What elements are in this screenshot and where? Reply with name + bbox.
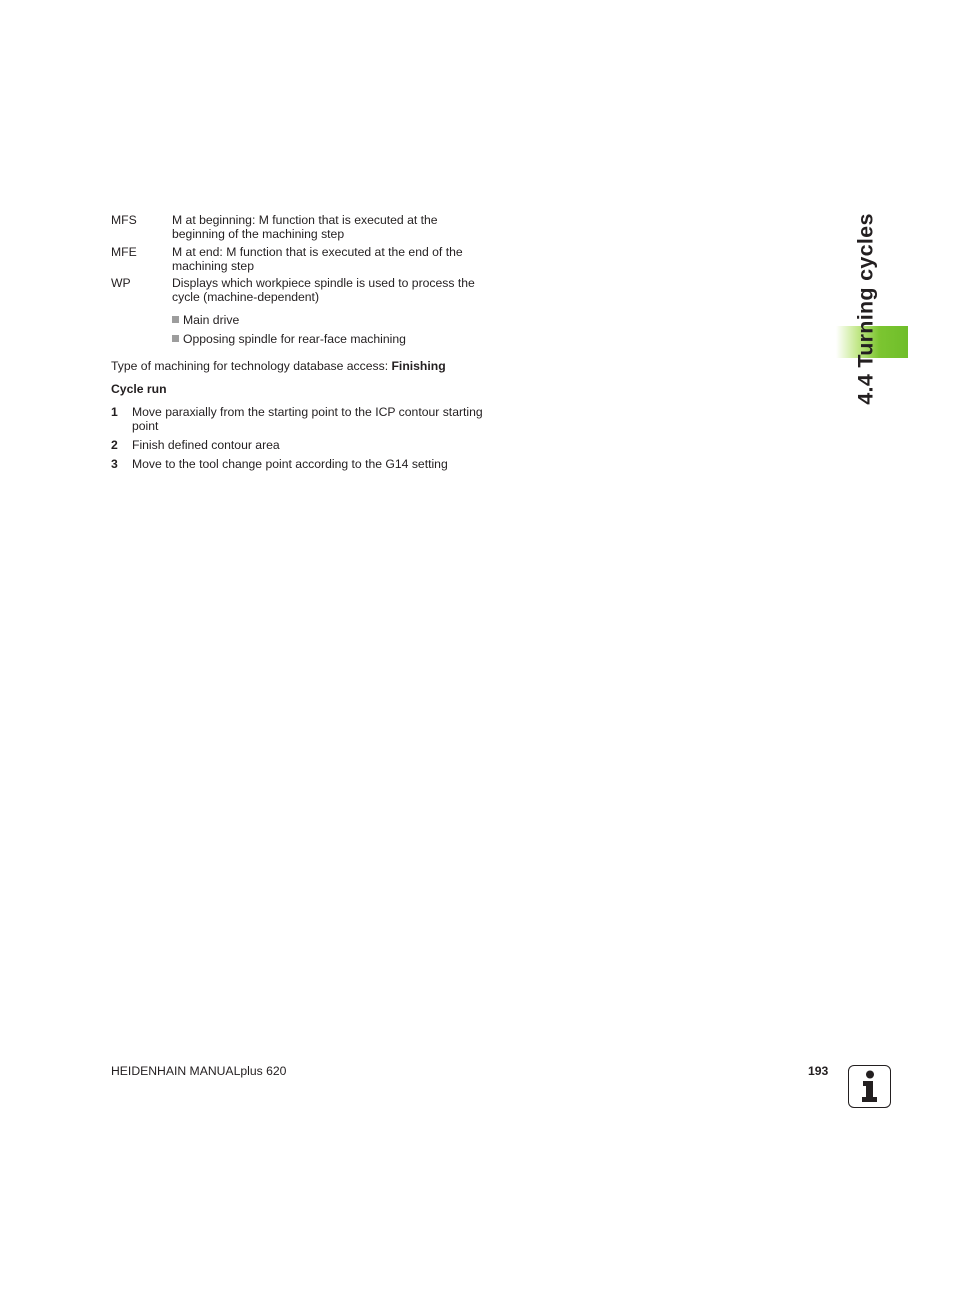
param-description	[172, 276, 517, 304]
machining-type-value: Finishing	[391, 359, 446, 373]
machining-type-line	[111, 359, 446, 373]
param-description	[172, 213, 517, 241]
step-text-line: Move paraxially from the starting point to the ICP contour starting	[132, 405, 483, 419]
square-bullet-icon	[172, 335, 179, 342]
param-key: WP	[111, 276, 131, 290]
info-glyph-icon	[849, 1066, 889, 1106]
machining-type-prefix: Type of machining for technology database access:	[111, 359, 392, 373]
footer-page-number: 193	[808, 1064, 829, 1078]
info-icon	[848, 1065, 891, 1108]
step-text	[132, 405, 517, 433]
step-number: 1	[111, 405, 118, 419]
step-text-line: point	[132, 419, 159, 433]
param-description-line: M at beginning: M function that is executed at the	[172, 213, 438, 227]
wp-option-label: Opposing spindle for rear-face machining	[183, 332, 406, 346]
square-bullet-icon	[172, 316, 179, 323]
cycle-run-heading: Cycle run	[111, 382, 167, 396]
param-description-line: Displays which workpiece spindle is used to process the	[172, 276, 475, 290]
param-key: MFS	[111, 213, 137, 227]
footer-manual-name: HEIDENHAIN MANUALplus 620	[111, 1064, 287, 1078]
step-number: 3	[111, 457, 118, 471]
section-title: 4.4 Turning cycles	[853, 213, 878, 405]
param-description	[172, 245, 517, 273]
wp-option-opposing-spindle	[172, 332, 406, 346]
param-description-line: beginning of the machining step	[172, 227, 345, 241]
wp-option-main-drive	[172, 313, 239, 327]
wp-option-label: Main drive	[183, 313, 240, 327]
param-description-line: cycle (machine-dependent)	[172, 290, 320, 304]
step-text-line: Move to the tool change point according to the G14 setting	[132, 457, 448, 471]
param-description-line: machining step	[172, 259, 254, 273]
step-number: 2	[111, 438, 118, 452]
param-key: MFE	[111, 245, 137, 259]
step-text-line: Finish defined contour area	[132, 438, 280, 452]
param-description-line: M at end: M function that is executed at the end of the	[172, 245, 463, 259]
step-text	[132, 457, 517, 471]
step-text	[132, 438, 517, 452]
